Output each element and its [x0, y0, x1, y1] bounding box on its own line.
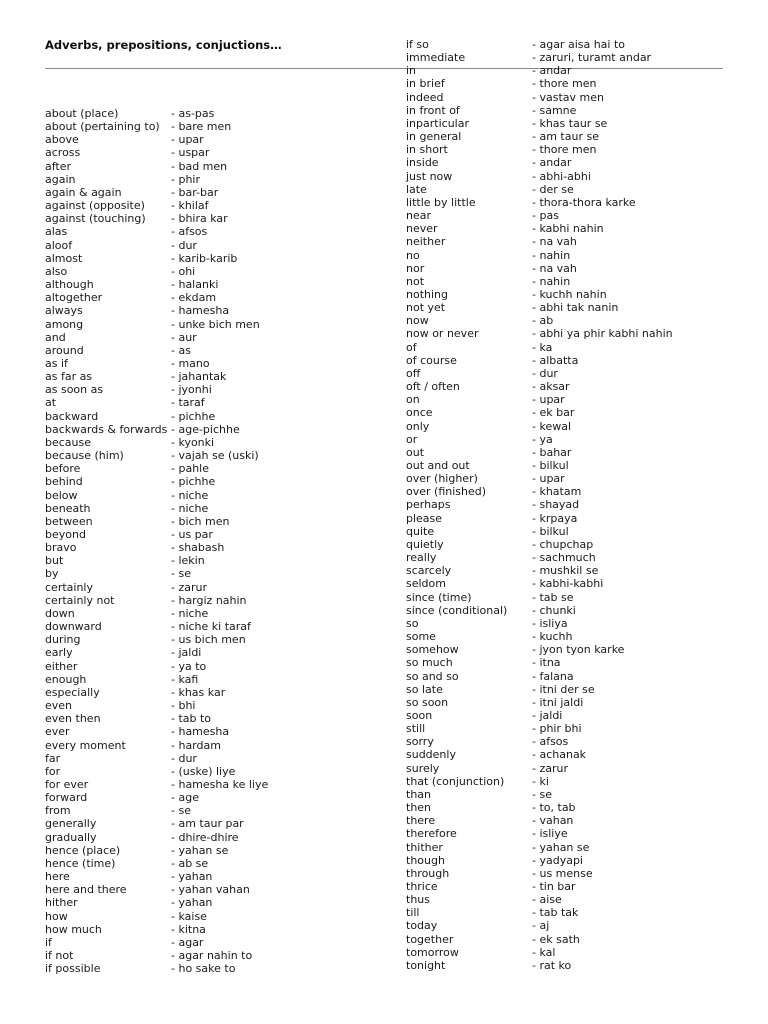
vocab-term: as far as — [45, 370, 93, 384]
vocab-translation: - bhira kar — [171, 212, 228, 226]
vocab-term: how much — [45, 922, 102, 936]
vocab-term: backwards & forwards — [45, 422, 168, 436]
vocab-translation: - isliye — [532, 827, 568, 841]
vocab-term: below — [45, 488, 78, 502]
vocab-term: on — [406, 393, 420, 407]
vocab-translation: - khatam — [532, 485, 582, 499]
vocab-translation: - to, tab — [532, 801, 576, 815]
page-title: Adverbs, prepositions, conjuctions… — [45, 38, 282, 52]
vocab-term: early — [45, 646, 73, 660]
vocab-term: above — [45, 133, 79, 147]
vocab-translation: - nahin — [532, 274, 571, 288]
vocab-term: late — [406, 182, 427, 196]
vocab-term: inside — [406, 156, 439, 170]
vocab-translation: - vastav men — [532, 90, 604, 104]
vocab-translation: - us bich men — [171, 633, 246, 647]
vocab-term: about (pertaining to) — [45, 120, 160, 134]
vocab-term: so and so — [406, 669, 459, 683]
vocab-term: in short — [406, 143, 448, 157]
vocab-translation: - nahin — [532, 248, 571, 262]
vocab-translation: - hamesha — [171, 725, 230, 739]
vocab-term: out and out — [406, 459, 470, 472]
vocab-translation: - age — [171, 791, 199, 805]
vocab-translation: - upar — [532, 472, 565, 486]
vocab-translation: - dur — [171, 751, 197, 765]
vocab-translation: - aur — [171, 330, 197, 344]
vocab-term: since (conditional) — [406, 603, 508, 617]
vocab-term: during — [45, 633, 81, 647]
vocab-translation: - age-pichhe — [171, 422, 240, 436]
vocab-translation: - hargiz nahin — [171, 593, 247, 607]
vocab-translation: - se — [171, 804, 191, 818]
vocab-term: surely — [406, 761, 440, 775]
vocab-translation: - niche — [171, 501, 209, 515]
vocab-term: tomorrow — [406, 945, 459, 959]
vocab-term: although — [45, 278, 94, 292]
vocab-term: about (place) — [45, 107, 119, 120]
vocab-translation: - yadyapi — [532, 853, 583, 867]
vocab-translation: - ek bar — [532, 406, 575, 420]
title-divider — [45, 68, 723, 69]
vocab-translation: - unke bich men — [171, 317, 260, 331]
vocab-translation: - thora-thora karke — [532, 195, 636, 209]
vocab-translation: - pas — [532, 209, 559, 223]
vocab-term: even then — [45, 712, 101, 726]
vocab-translation: - kal — [532, 945, 556, 959]
vocab-translation: - andar — [532, 64, 572, 78]
vocab-translation: - zarur — [532, 761, 568, 775]
vocab-term: behind — [45, 475, 83, 489]
vocab-term: as if — [45, 356, 68, 370]
vocab-term: still — [406, 722, 426, 736]
vocab-translation: - shabash — [171, 541, 225, 555]
vocab-term: again — [45, 172, 76, 186]
vocab-translation: - hamesha ke liye — [171, 777, 269, 791]
vocab-term: not yet — [406, 301, 446, 315]
vocab-term: either — [45, 659, 78, 673]
vocab-translation: - aise — [532, 893, 562, 907]
vocab-term: so much — [406, 656, 453, 670]
vocab-translation: - kuchh nahin — [532, 287, 607, 301]
vocab-term: together — [406, 932, 454, 946]
vocab-translation: - bad men — [171, 159, 228, 173]
vocab-translation: - falana — [532, 669, 574, 683]
vocab-term: suddenly — [406, 748, 456, 762]
vocab-term: in front of — [406, 103, 460, 117]
vocab-term: out — [406, 445, 425, 459]
vocab-term: down — [45, 606, 75, 620]
vocab-term: then — [406, 801, 432, 815]
vocab-translation: - am taur se — [532, 130, 599, 144]
vocab-term: especially — [45, 685, 100, 699]
vocab-term: seldom — [406, 577, 446, 591]
vocab-translation: - na vah — [532, 261, 577, 275]
vocab-term: forward — [45, 791, 88, 805]
vocab-translation: - kitna — [171, 922, 206, 936]
vocab-term: because (him) — [45, 449, 124, 463]
vocab-term: there — [406, 814, 436, 828]
vocab-term: here and there — [45, 883, 127, 897]
vocab-term: thither — [406, 840, 443, 854]
vocab-translation: - ya — [532, 432, 553, 446]
vocab-term: neither — [406, 235, 446, 249]
vocab-term: at — [45, 396, 57, 410]
vocab-term: till — [406, 906, 420, 920]
vocab-translation: - pichhe — [171, 409, 216, 423]
vocab-translation: - kewal — [532, 419, 572, 433]
vocab-term: though — [406, 853, 445, 867]
vocab-term: no — [406, 248, 420, 262]
vocab-translation: - niche — [171, 606, 209, 620]
vocab-term: thrice — [406, 880, 438, 893]
vocab-translation: - yahan — [171, 870, 213, 884]
vocab-translation: - achanak — [532, 748, 587, 762]
vocab-translation: - am taur par — [171, 817, 244, 831]
vocab-translation: - upar — [532, 393, 565, 407]
vocab-term: near — [406, 209, 432, 223]
vocab-term: or — [406, 432, 418, 446]
vocab-translation: - kafi — [171, 672, 199, 686]
vocab-term: across — [45, 146, 81, 160]
vocab-translation: - agar aisa hai to — [532, 38, 626, 51]
vocab-translation: - na vah — [532, 235, 577, 249]
vocab-translation: - chunki — [532, 603, 576, 617]
vocab-term: please — [406, 511, 443, 525]
vocab-term: aloof — [45, 238, 73, 252]
vocab-term: once — [406, 406, 433, 420]
vocab-term: than — [406, 787, 431, 801]
vocab-translation: - ab se — [171, 856, 209, 870]
vocab-term: against (opposite) — [45, 199, 145, 213]
vocab-term: hence (place) — [45, 843, 121, 857]
vocab-term: even — [45, 699, 73, 713]
vocab-translation: - ya to — [171, 659, 207, 673]
vocab-term: almost — [45, 251, 83, 265]
vocab-term: off — [406, 366, 421, 380]
vocab-translation: - albatta — [532, 353, 579, 367]
vocab-translation: - aj — [532, 919, 550, 933]
vocab-translation: - tab tak — [532, 906, 579, 920]
vocab-translation: - ekdam — [171, 291, 217, 305]
vocab-translation: - ka — [532, 340, 553, 354]
vocab-translation: - vahan — [532, 814, 574, 828]
vocab-term: over (finished) — [406, 485, 487, 499]
vocab-term: again & again — [45, 185, 122, 199]
vocab-translation: - tin bar — [532, 880, 576, 893]
vocab-translation: - der se — [532, 182, 574, 196]
vocab-translation: - thore men — [532, 77, 597, 91]
vocab-translation: - krpaya — [532, 511, 578, 525]
vocab-term: therefore — [406, 827, 457, 841]
vocab-translation: - abhi-abhi — [532, 169, 591, 183]
vocab-translation: - taraf — [171, 396, 205, 410]
vocab-translation: - kaise — [171, 909, 207, 923]
vocab-term: really — [406, 551, 437, 565]
vocab-translation: - se — [171, 567, 191, 581]
vocab-term: for — [45, 764, 61, 778]
vocab-term: certainly not — [45, 593, 115, 607]
vocab-term: if — [45, 935, 52, 949]
vocab-translation: - khilaf — [171, 199, 209, 213]
vocab-term: hither — [45, 896, 78, 910]
vocab-translation: - jyon tyon karke — [532, 643, 625, 657]
vocab-translation: - bich men — [171, 514, 230, 528]
vocab-translation: - ohi — [171, 264, 196, 278]
vocab-term: nothing — [406, 287, 448, 301]
vocab-translation: - kabhi-kabhi — [532, 577, 604, 591]
vocab-translation: - yahan se — [532, 840, 590, 854]
vocab-term: in brief — [406, 77, 445, 91]
vocab-translation: - lekin — [171, 554, 205, 568]
vocab-translation: - vajah se (uski) — [171, 449, 259, 463]
vocab-translation: - abhi tak nanin — [532, 301, 619, 315]
vocab-term: so soon — [406, 695, 449, 709]
vocab-term: through — [406, 866, 450, 880]
vocab-term: altogether — [45, 291, 103, 305]
vocab-translation: - bahar — [532, 445, 572, 459]
vocab-translation: - ho sake to — [171, 962, 236, 976]
vocab-translation: - abhi ya phir kabhi nahin — [532, 327, 673, 341]
vocab-term: thus — [406, 893, 430, 907]
vocab-term: now or never — [406, 327, 479, 341]
vocab-term: perhaps — [406, 498, 451, 512]
vocab-translation: - bare men — [171, 120, 232, 134]
vocab-term: after — [45, 159, 72, 173]
vocab-term: so — [406, 616, 419, 630]
vocab-term: between — [45, 514, 93, 528]
vocab-translation: - zaruri, turamt andar — [532, 51, 652, 65]
vocab-term: because — [45, 435, 92, 449]
vocab-term: of — [406, 340, 417, 354]
vocab-translation: - dur — [532, 366, 558, 380]
vocab-term: tonight — [406, 958, 446, 972]
vocab-translation: - itni der se — [532, 682, 595, 696]
vocab-term: among — [45, 317, 84, 331]
vocab-term: hence (time) — [45, 856, 116, 870]
vocab-translation: - sachmuch — [532, 551, 596, 565]
vocab-translation: - chupchap — [532, 537, 594, 551]
vocab-term: so late — [406, 682, 443, 696]
vocab-translation: - as — [171, 343, 191, 357]
vocab-translation: - bilkul — [532, 524, 569, 538]
vocab-term: since (time) — [406, 590, 472, 604]
vocab-term: ever — [45, 725, 70, 739]
vocab-term: if so — [406, 38, 429, 51]
vocab-term: for ever — [45, 777, 89, 791]
vocab-translation: - as-pas — [171, 107, 215, 120]
vocab-term: far — [45, 751, 61, 765]
vocab-translation: - niche — [171, 488, 209, 502]
vocab-term: here — [45, 870, 70, 884]
vocab-term: little by little — [406, 195, 476, 209]
vocab-translation: - tab se — [532, 590, 574, 604]
vocab-translation: - aksar — [532, 380, 570, 394]
vocab-translation: - yahan — [171, 896, 213, 910]
vocab-translation: - thore men — [532, 143, 597, 157]
vocab-term: sorry — [406, 735, 434, 749]
vocab-translation: - phir bhi — [532, 722, 582, 736]
vocab-translation: - pahle — [171, 462, 209, 476]
vocab-translation: - isliya — [532, 616, 568, 630]
vocab-term: around — [45, 343, 84, 357]
vocab-term: but — [45, 554, 64, 568]
vocab-term: downward — [45, 620, 102, 634]
vocab-translation: - halanki — [171, 278, 219, 292]
vocab-translation: - hamesha — [171, 304, 230, 318]
vocab-translation: - jaldi — [532, 708, 563, 722]
vocab-translation: - ki — [532, 774, 549, 788]
vocab-translation: - bhi — [171, 699, 196, 713]
vocab-term: quietly — [406, 537, 444, 551]
vocab-term: only — [406, 419, 430, 433]
vocab-translation: - rat ko — [532, 958, 572, 972]
vocab-term: alas — [45, 225, 68, 239]
vocab-term: before — [45, 462, 81, 476]
vocab-translation: - yahan vahan — [171, 883, 250, 897]
vocab-term: soon — [406, 708, 433, 722]
vocab-term: just now — [406, 169, 453, 183]
vocab-translation: - samne — [532, 103, 577, 117]
vocab-translation: - shayad — [532, 498, 580, 512]
vocab-translation: - khas kar — [171, 685, 226, 699]
vocab-term: beneath — [45, 501, 91, 515]
vocab-term: never — [406, 222, 438, 236]
vocab-translation: - bilkul — [532, 459, 569, 472]
vocab-translation: - tab to — [171, 712, 212, 726]
vocab-translation: - agar nahin to — [171, 949, 253, 962]
vocab-translation: - jaldi — [171, 646, 202, 660]
vocab-term: always — [45, 304, 83, 318]
vocab-term: quite — [406, 524, 435, 538]
vocab-term: not — [406, 274, 425, 288]
vocab-term: and — [45, 330, 66, 344]
vocab-term: that (conjunction) — [406, 774, 505, 788]
vocab-term: some — [406, 630, 436, 644]
vocab-term: somehow — [406, 643, 459, 657]
vocab-term: gradually — [45, 830, 97, 844]
vocab-term: from — [45, 804, 71, 818]
vocab-translation: - niche ki taraf — [171, 620, 251, 634]
vocab-term: today — [406, 919, 438, 933]
vocab-translation: - khas taur se — [532, 116, 608, 130]
vocab-term: if possible — [45, 962, 101, 976]
vocab-term: bravo — [45, 541, 77, 555]
vocab-translation: - afsos — [532, 735, 569, 749]
vocab-translation: - kabhi nahin — [532, 222, 604, 236]
vocab-term: over (higher) — [406, 472, 478, 486]
vocab-translation: - phir — [171, 172, 200, 186]
vocab-term: certainly — [45, 580, 93, 594]
vocab-term: of course — [406, 353, 457, 367]
vocab-translation: - dur — [171, 238, 197, 252]
vocab-translation: - jyonhi — [171, 383, 212, 397]
vocab-term: how — [45, 909, 68, 923]
vocab-term: every moment — [45, 738, 126, 752]
vocab-term: by — [45, 567, 59, 581]
vocab-translation: - zarur — [171, 580, 207, 594]
vocab-translation: - dhire-dhire — [171, 830, 239, 844]
vocab-translation: - itni jaldi — [532, 695, 584, 709]
vocab-translation: - (uske) liye — [171, 764, 236, 778]
vocab-term: as soon as — [45, 383, 104, 397]
vocab-translation: - upar — [171, 133, 204, 147]
vocab-translation: - agar — [171, 935, 204, 949]
vocab-term: now — [406, 314, 429, 328]
vocab-term: nor — [406, 261, 425, 275]
vocab-translation: - ek sath — [532, 932, 580, 946]
vocab-translation: - afsos — [171, 225, 208, 239]
vocab-translation: - kuchh — [532, 630, 573, 644]
vocab-translation: - hardam — [171, 738, 221, 752]
vocab-term: scarcely — [406, 564, 452, 578]
vocab-term: inparticular — [406, 116, 469, 130]
vocab-translation: - mushkil se — [532, 564, 599, 578]
vocab-translation: - ab — [532, 314, 554, 328]
vocab-translation: - kyonki — [171, 435, 215, 449]
vocab-translation: - mano — [171, 356, 210, 370]
vocab-term: indeed — [406, 90, 444, 104]
vocab-translation: - andar — [532, 156, 572, 170]
vocab-term: against (touching) — [45, 212, 146, 226]
vocab-term: immediate — [406, 51, 466, 65]
vocab-term: oft / often — [406, 380, 460, 394]
vocab-translation: - yahan se — [171, 843, 229, 857]
vocab-term: in — [406, 64, 417, 78]
vocab-term: backward — [45, 409, 99, 423]
vocab-translation: - bar-bar — [171, 185, 219, 199]
vocab-translation: - itna — [532, 656, 561, 670]
vocab-term: in general — [406, 130, 462, 144]
vocab-translation: - karib-karib — [171, 251, 238, 265]
vocab-term: generally — [45, 817, 97, 831]
vocab-term: if not — [45, 949, 74, 962]
vocab-translation: - pichhe — [171, 475, 216, 489]
vocab-translation: - se — [532, 787, 552, 801]
vocab-term: enough — [45, 672, 87, 686]
vocab-translation: - uspar — [171, 146, 210, 160]
vocab-translation: - jahantak — [171, 370, 227, 384]
vocab-translation: - us mense — [532, 866, 593, 880]
vocab-term: beyond — [45, 528, 86, 541]
vocab-term: also — [45, 264, 68, 278]
vocab-translation: - us par — [171, 528, 213, 541]
